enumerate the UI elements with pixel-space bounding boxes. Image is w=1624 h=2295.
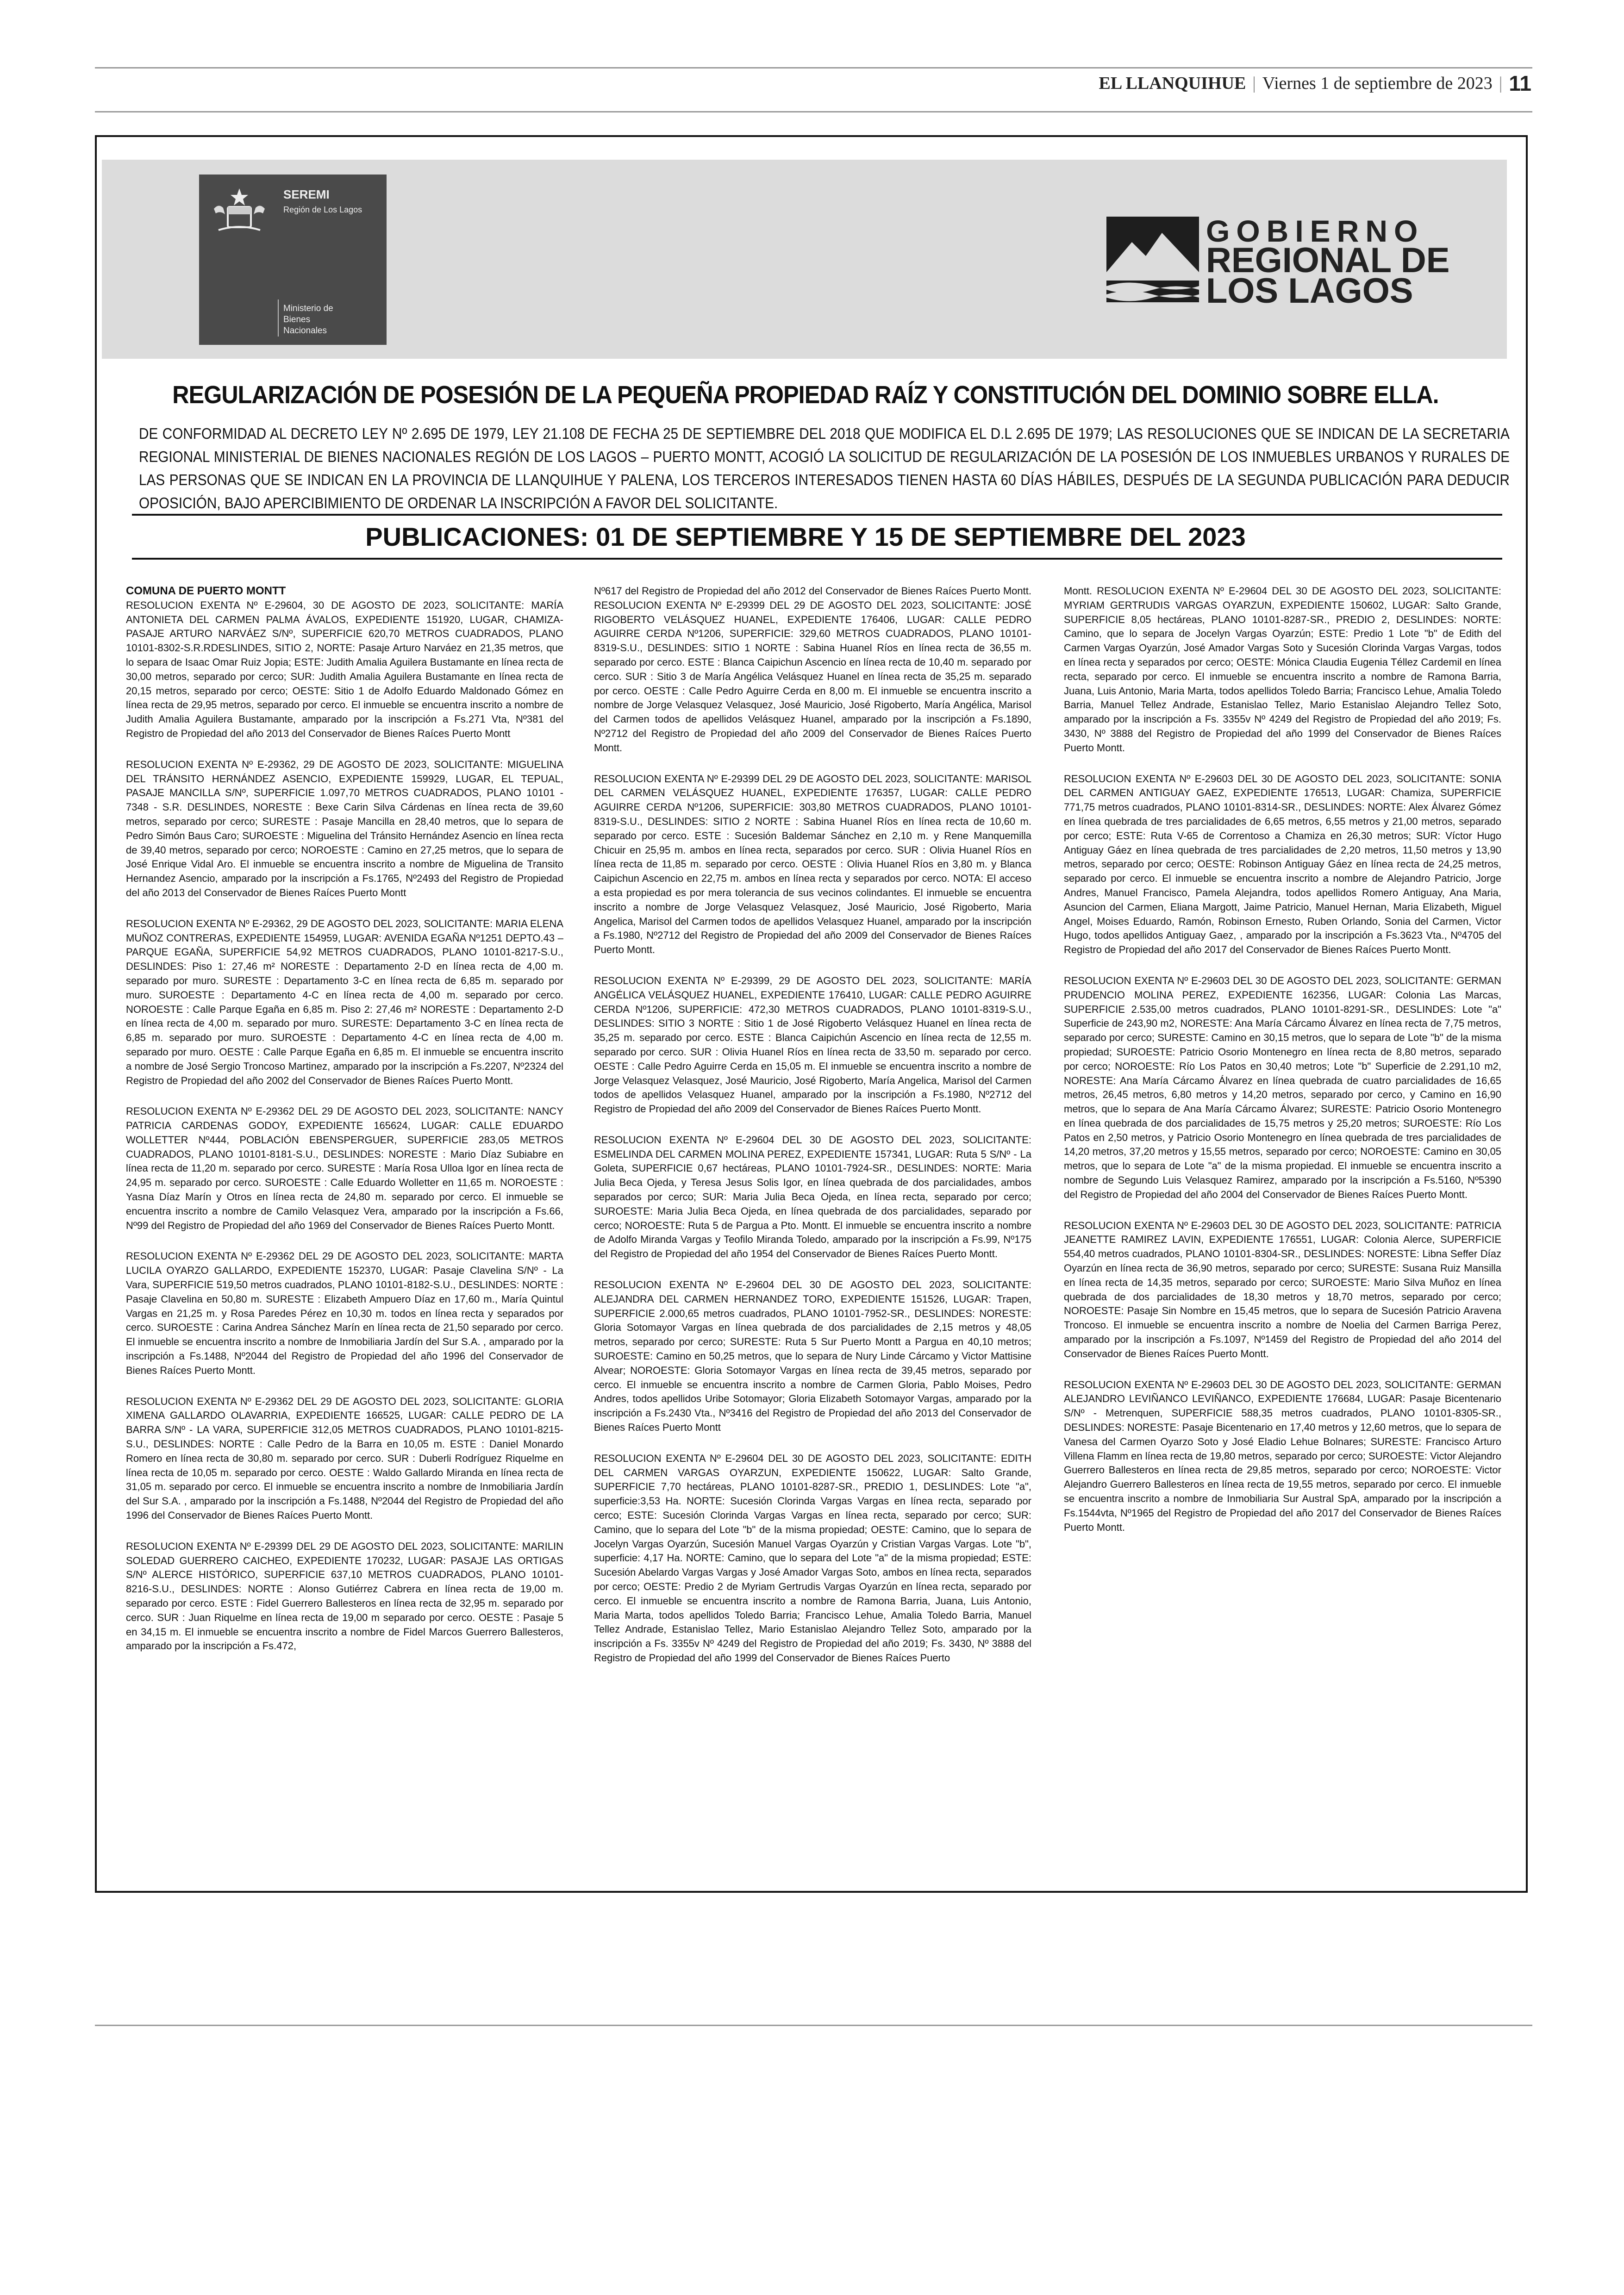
running-head <box>1099 69 1531 97</box>
resolution-entry: RESOLUCION EXENTA Nº E-29362, 29 DE AGOSTO DE 2023, SOLICITANTE: MIGUELINA DEL TRÁNSITO HERNÁNDEZ ASENCIO, EXPEDIENTE 159929, LUGAR, EL TEPUAL, PASAJE MANCILLA S/Nº, SUPERFICIE 1.097,70 METROS CUADRADOS, PLANO 10101 - 7348 - S.R. DESLINDES, NORESTE : Bexe Carin Silva Cárdenas en línea recta de 39,60 metros, separado por cerco; SURESTE : Pasaje Mancilla en 28,40 metros, que lo separa de Pedro Simón Baus Caro; SUROESTE : Miguelina del Tránsito Hernández Asencio en línea recta de 39,40 metros, separado por cerco; NOROESTE : Camino en 27,25 metros, que lo separa de José Enrique Vidal Aro. El inmueble se encuentra inscrito a nombre de Miguelina de Transito Hernandez Asencio, amparado por la inscripción a Fs.1765, Nº2493 del Registro de Propiedad del año 2013 del Conservador de Bienes Raíces Puerto Montt <box>126 758 563 898</box>
publication-name: EL LLANQUIHUE <box>1099 74 1246 93</box>
notice-title: REGULARIZACIÓN DE POSESIÓN DE LA PEQUEÑA PROPIEDAD RAÍZ Y CONSTITUCIÓN DEL DOMINIO SOBRE ELLA. <box>172 381 1439 409</box>
resolution-entry: RESOLUCION EXENTA Nº E-29603 DEL 30 DE AGOSTO DEL 2023, SOLICITANTE: GERMAN ALEJANDRO LEVIÑANCO LEVIÑANCO, EXPEDIENTE 176684, LUGAR: Pasaje Bicentenario S/Nº - Metrenquen, SUPERFICIE 588,35 metros cuadrados, PLANO 10101-8305-SR., DESLINDES: NORESTE: Pasaje Bicentenario en 17,40 metros y 12,60 metros, que lo separa de Vanesa del Carmen Oyarzo Soto y José Eladio Lehue Bolnares; SURESTE: Francisco Arturo Villena Flamm en línea recta de 19,80 metros, separado por cerco; SUROESTE: Victor Alejandro Guerrero Ballesteros en línea recta de 29,85 metros, separado por cerco; NOROESTE: Victor Alejandro Guerrero Ballesteros en línea recta de 19,55 metros, separado por cerco. El inmueble se encuentra inscrito a nombre de Inmobiliaria Sur Austral SpA, amparado por la inscripción a Fs.1544vta, Nº1965 del Registro de Propiedad del año 2017 del Conservador de Bienes Raíces Puerto Montt. <box>1064 1378 1501 1533</box>
resolution-entry: RESOLUCION EXENTA Nº E-29603 DEL 30 DE AGOSTO DEL 2023, SOLICITANTE: GERMAN PRUDENCIO MOLINA PEREZ, EXPEDIENTE 162356, LUGAR: Colonia Las Marcas, SUPERFICIE 2.535,00 metros cuadrados, PLANO 10101-8291-SR., DESLINDES: Lote "a" Superficie de 243,90 m2, NORESTE: Ana María Cárcamo Álvarez en línea recta de 7,75 metros, separado por cerco; SURESTE: Camino en 30,15 metros, que lo separa de Lote "b" de la misma propiedad; SUROESTE: Patricio Osorio Montenegro en línea recta de 8,80 metros, separado por cerco; NOROESTE: Río Los Patos en 30,40 metros; Lote "b" Superficie de 2.291,10 m2, NORESTE: Ana María Cárcamo Álvarez en línea quebrada de cuatro parcialidades de 16,65 metros, 26,45 metros, 6,80 metros y 14,20 metros, separado por cerco, y Camino en 16,90 metros, que lo separa de Ana María Cárcamo Álvarez; SURESTE: Patricio Osorio Montenegro en línea quebrada de dos parcialidades de 15,75 metros y 25,20 metros; SUROESTE: Río Los Patos en 2,50 metros, y Patricio Osorio Montenegro en línea quebrada de tres parcialidades de 14,20 metros, 37,20 metros y 15,55 metros, separado por cerco; NOROESTE: Camino en 30,05 metros, que lo separa de Lote "a" de la misma propiedad. El inmueble se encuentra inscrito a nombre de Segundo Luis Velasquez Ramirez, amparado por la inscripción a Fs.5160, Nº5390 del Registro de Propiedad del año 2004 del Conservador de Bienes Raíces Puerto Montt. <box>1064 974 1501 1200</box>
resolution-entry: RESOLUCION EXENTA Nº E-29362 DEL 29 DE AGOSTO DEL 2023, SOLICITANTE: MARTA LUCILA OYARZO GALLARDO, EXPEDIENTE 152370, LUGAR: Pasaje Clavelina S/Nº - La Vara, SUPERFICIE 519,50 metros cuadrados, PLANO 10101-8182-S.U., DESLINDES: NORTE : Pasaje Clavelina en 50,80 m. SURESTE : Elizabeth Ampuero Díaz en 17,60 m., María Quintul Vargas en 21,25 m. y Rosa Paredes Pérez en 10,30 m. todos en línea recta y separados por cerco. SUROESTE : Carina Andrea Sánchez Marín en línea recta de 21,50 separado por cerco. El inmueble se encuentra inscrito a nombre de Inmobiliaria Jardín del Sur S.A. , amparado por la inscripción a Fs.1488, Nº2044 del Registro de Propiedad del año 1996 del Conservador de Bienes Raíces Puerto Montt. <box>126 1250 563 1376</box>
gore-line: GOBIERNO <box>1206 214 1424 248</box>
legal-intro: DE CONFORMIDAD AL DECRETO LEY Nº 2.695 DE 1979, LEY 21.108 DE FECHA 25 DE SEPTIEMBRE DEL 2018 QUE MODIFICA EL D.L 2.695 DE 1979; LAS RESOLUCIONES QUE SE INDICAN DE LA SECRETARIA REGIONAL MINISTERIAL DE BIENES NACIONALES REGIÓN DE LOS LAGOS – PUERTO MONTT, ACOGIÓ LA SOLICITUD DE REGULARIZACIÓN DE LA POSESIÓN DE LOS INMUEBLES URBANOS Y RURALES DE LAS PERSONAS QUE SE INDICAN EN LA PROVINCIA DE LLANQUIHUE Y PALENA, LOS TERCEROS INTERESADOS TIENEN HASTA 60 DÍAS HÁBILES, DESPUÉS DE LA SEGUNDA PUBLICACIÓN PARA DEDUCIR OPOSICIÓN, BAJO APERCIBIMIENTO DE ORDENAR LA INSCRIPCIÓN A FAVOR DEL SOLICITANTE. <box>139 425 1510 511</box>
rule <box>132 558 1502 560</box>
divider <box>278 299 279 337</box>
ministry-line: Ministerio de <box>283 304 333 313</box>
ministry-line: Nacionales <box>283 326 327 336</box>
resolution-entry: Montt. RESOLUCION EXENTA Nº E-29604 DEL 30 DE AGOSTO DEL 2023, SOLICITANTE: MYRIAM GERTRUDIS VARGAS OYARZUN, EXPEDIENTE 150602, LUGAR: Salto Grande, SUPERFICIE 8,05 hectáreas, PLANO 10101-8287-SR., PREDIO 2, DESLINDES: NORTE: Camino, que lo separa de Jocelyn Vargas Oyarzún; ESTE: Predio 1 Lote "b" de Edith del Carmen Vargas Oyarzún, José Amador Vargas Soto y Sucesión Clorinda Vargas Vargas, todos en línea recta y separados por cerco; OESTE: Mónica Claudia Eugenia Téllez Cardemil en línea recta, separado por cerco. El inmueble se encuentra inscrito a nombre de Ramona Barria, Juana, Luis Antonio, Maria Marta, todos apellidos Toledo Barria; Francisco Lehue, Amalia Toledo Barria, Manuel Tellez Andrade, Estanislao Tellez, Mario Estanislao Alejandro Tellez Soto, amparado por la inscripción a Fs. 3355v Nº 4249 del Registro de Propiedad del año 2019; Fs. 3430, Nº 3888 del Registro de Propiedad del año 1999 del Conservador de Bienes Raíces Puerto Montt. <box>1064 585 1501 754</box>
column-1 <box>126 584 563 1670</box>
resolution-entry: RESOLUCION EXENTA Nº E-29603 DEL 30 DE AGOSTO DEL 2023, SOLICITANTE: PATRICIA JEANETTE RAMIREZ LAVIN, EXPEDIENTE 176551, LUGAR: Colonia Alerce, SUPERFICIE 554,40 metros cuadrados, PLANO 10101-8304-SR., DESLINDES: NORESTE: Libna Seffer Díaz Oyarzún en línea recta de 36,90 metros, separado por cerco; SURESTE: Susana Ruiz Mansilla en línea recta de 14,35 metros, separado por cerco; SUROESTE: Mario Silva Muñoz en línea quebrada de dos parcialidades de 18,30 metros y 18,70 metros, separado por cerco; NOROESTE: Pasaje Sin Nombre en 15,45 metros, que lo separa de Sucesión Patricio Aravena Troncoso. El inmueble se encuentra inscrito a nombre de Noelia del Carmen Barriga Perez, amparado por la inscripción a Fs.1097, Nº1459 del Registro de Propiedad del año 2014 del Conservador de Bienes Raíces Puerto Montt. <box>1064 1219 1501 1360</box>
separator: | <box>1252 74 1256 93</box>
ministry-name <box>283 303 357 337</box>
issue-date: Viernes 1 de septiembre de 2023 <box>1262 74 1493 93</box>
seremi-region: Región de Los Lagos <box>283 205 362 214</box>
resolution-entry: RESOLUCION EXENTA Nº E-29362 DEL 29 DE AGOSTO DEL 2023, SOLICITANTE: GLORIA XIMENA GALLARDO OLAVARRIA, EXPEDIENTE 166525, LUGAR: CALLE PEDRO DE LA BARRA S/Nº - LA VARA, SUPERFICIE 312,05 METROS CUADRADOS, PLANO 10101-8215-S.U., DESLINDES: NORTE : Calle Pedro de la Barra en 10,05 m. ESTE : Daniel Monardo Romero en línea recta de 30,80 m. separado por cerco. SUR : Duberli Rodríguez Riquelme en línea recta de 10,05 m. separado por cerco. OESTE : Waldo Gallardo Miranda en línea recta de 31,05 m. separado por cerco. El inmueble se encuentra inscrito a nombre de Inmobiliaria Jardín del Sur S.A. , amparado por la inscripción a Fs.1488, Nº2044 del Registro de Propiedad del año 1996 del Conservador de Bienes Raíces Puerto Montt. <box>126 1395 563 1522</box>
resolution-entry: RESOLUCION EXENTA Nº E-29604, 30 DE AGOSTO DE 2023, SOLICITANTE: MARÍA ANTONIETA DEL CARMEN PALMA ÁVALOS, EXPEDIENTE 151920, LUGAR, CHAMIZA- PASAJE ARTURO NARVÁEZ S/Nº, SUPERFICIE 620,70 METROS CUADRADOS, PLANO 10101-8302-S.R.RDESLINDES, SITIO 2, NORTE: Pasaje Arturo Narváez en 21,35 metros, que lo separa de Isaac Omar Ruiz Jopia; ESTE: Judith Amalia Aguilera Bustamante en línea recta de 30,00 metros, separado por cerco; SUR: Judith Amalia Aguilera Bustamante en línea recta de 20,15 metros, separado por cerco; OESTE: Sitio 1 de Adolfo Eduardo Maldonado Gómez en línea recta de 29,95 metros, separado por cerco. El inmueble se encuentra inscrito a nombre de Judith Amalia Aguilera Bustamante, amparado por la inscripción a Fs.271 Vta, Nº381 del Registro de Propiedad del año 2013 del Conservador de Bienes Raíces Puerto Montt <box>126 599 563 739</box>
column-3 <box>1064 584 1501 1551</box>
resolution-entry: RESOLUCION EXENTA Nº E-29399 DEL 29 DE AGOSTO DEL 2023, SOLICITANTE: MARISOL DEL CARMEN VELÁSQUEZ HUANEL, EXPEDIENTE 176357, LUGAR: CALLE PEDRO AGUIRRE CERDA Nº1206, SUPERFICIE: 303,80 METROS CUADRADOS, PLANO 10101-8319-S.U., DESLINDES: SITIO 2 NORTE : Sabina Huanel Ríos en línea recta de 10,60 m. separado por cerco. ESTE : Sucesión Baldemar Sánchez en 2,10 m. y Rene Manquemilla Chicuir en 25,95 m. ambos en línea recta, separados por cerco. SUR : Olivia Huanel Ríos en línea recta de 11,85 m. separado por cerco. OESTE : Olivia Huanel Ríos en 3,80 m. y Blanca Caipichun Ascencio en 22,75 m. ambos en línea recta y separados por cerco. NOTA: El acceso a esta propiedad es por mera tolerancia de sus vecinos colindantes. El inmueble se encuentra inscrito a nombre de Jorge Velasquez Velasquez, José Mauricio, José Rigoberto, Maria Angelica, Marisol del Carmen todos de apellidos Velasquez Huanel, amparado por la inscripción a Fs.1980, Nº2712 del Registro de Propiedad del año 2009 del Conservador de Bienes Raíces Puerto Montt. <box>594 773 1031 956</box>
resolution-entry: RESOLUCION EXENTA Nº E-29399, 29 DE AGOSTO DEL 2023, SOLICITANTE: MARÍA ANGÉLICA VELÁSQUEZ HUANEL, EXPEDIENTE 176410, LUGAR: CALLE PEDRO AGUIRRE CERDA Nº1206, SUPERFICIE: 472,30 METROS CUADRADOS, PLANO 10101-8319-S.U., DESLINDES: SITIO 3 NORTE : Sitio 1 de José Rigoberto Velásquez Huanel en línea recta de 35,25 m. separado por cerco. ESTE : Blanca Caipichún Ascencio en línea recta de 12,55 m. separado por cerco. SUR : Olivia Huanel Ríos en línea recta de 33,50 m. separado por cerco. OESTE : Calle Pedro Aguirre Cerda en 15,05 m. El inmueble se encuentra inscrito a nombre de Jorge Velasquez Velasquez, José Mauricio, José Rigoberto, María Angelica, Marisol del Carmen todos de apellidos Velasquez Huanel, amparado por la inscripción a Fs.1980, Nº2712 del Registro de Propiedad del año 2009 del Conservador de Bienes Raíces Puerto Montt. <box>594 974 1031 1115</box>
resolution-entry: RESOLUCION EXENTA Nº E-29603 DEL 30 DE AGOSTO DEL 2023, SOLICITANTE: SONIA DEL CARMEN ANTIGUAY GAEZ, EXPEDIENTE 176513, LUGAR: Chamiza, SUPERFICIE 771,75 metros cuadrados, PLANO 10101-8314-SR., DESLINDES: NORTE: Alex Álvarez Gómez en línea quebrada de tres parcialidades de 6,65 metros, 6,55 metros y 21,00 metros, separado por cerco; ESTE: Ruta V-65 de Correntoso a Chamiza en 26,30 metros; SUR: Víctor Hugo Antiguay Gáez en línea quebrada de tres parcialidades de 2,20 metros, 11,50 metros y 13,90 metros, separado por cerco; OESTE: Robinson Antiguay Gáez en línea recta de 24,25 metros, separado por cerco. El inmueble se encuentra inscrito a nombre de Alejandro Patricio, Jorge Andres, Manuel Francisco, Pamela Alejandra, todos apellidos Romero Antiguay, Ana Maria, Asuncion del Carmen, Eliana Margott, Jaime Patricio, Manuel Hernan, Maria Elizabeth, Miguel Angel, Moises Eduardo, Ramón, Robinson Ernesto, Ruben Orlando, Sonia del Carmen, Victor Hugo, todos apellidos Antiguay Gaez, , amparado por la inscripción a Fs.3623 Vta., Nº4705 del Registro de Propiedad del año 2017 del Conservador de Bienes Raíces Puerto Montt. <box>1064 773 1501 956</box>
resolution-entry: RESOLUCION EXENTA Nº E-29604 DEL 30 DE AGOSTO DEL 2023, SOLICITANTE: ESMELINDA DEL CARMEN MOLINA PEREZ, EXPEDIENTE 157341, LUGAR: Ruta 5 S/Nº - La Goleta, SUPERFICIE 0,67 hectáreas, PLANO 10101-7924-SR., DESLINDES: NORTE: Maria Julia Beca Ojeda, y Teresa Jesus Solis Igor, en línea quebrada de dos parcialidades, ambos separados por cerco; SUR: Maria Julia Beca Ojeda, en línea recta, separado por cerco; SUROESTE: Maria Julia Beca Ojeda, en línea quebrada de dos parcialidades, separado por cerco; NOROESTE: Ruta 5 de Pargua a Pto. Montt. El inmueble se encuentra inscrito a nombre de Adolfo Miranda Vargas y Teofilo Miranda Toledo, amparado por la inscripción a Fs.99, Nº175 del Registro de Propiedad del año 1954 del Conservador de Bienes Raíces Puerto Montt. <box>594 1134 1031 1260</box>
resolution-entry: RESOLUCION EXENTA Nº E-29604 DEL 30 DE AGOSTO DEL 2023, SOLICITANTE: ALEJANDRA DEL CARMEN HERNANDEZ TORO, EXPEDIENTE 151526, LUGAR: Trapen, SUPERFICIE 2.000,65 metros cuadrados, PLANO 10101-7952-SR., DESLINDES: NORESTE: Gloria Sotomayor Vargas en línea quebrada de dos parcialidades de 2,15 metros y 48,05 metros, separado por cerco; SURESTE: Ruta 5 Sur Puerto Montt a Pargua en 40,10 metros; SUROESTE: Camino en 50,25 metros, que lo separa de Nury Linde Cárcamo y Victor Mattisine Alvear; NOROESTE: Gloria Sotomayor Vargas en línea recta de 39,45 metros, separado por cerco. El inmueble se encuentra inscrito a nombre de Carmen Gloria, Pablo Moises, Pedro Andres, todos apellidos Uribe Sotomayor; Gloria Elizabeth Sotomayor Vargas, amparado por la inscripción a Fs.2430 Vta., Nº3416 del Registro de Propiedad del año 2013 del Conservador de Bienes Raíces Puerto Montt <box>594 1279 1031 1434</box>
resolution-entry: RESOLUCION EXENTA Nº E-29362 DEL 29 DE AGOSTO DEL 2023, SOLICITANTE: NANCY PATRICIA CARDENAS GODOY, EXPEDIENTE 165624, LUGAR: CALLE EDUARDO WOLLETTER Nº444, POBLACIÓN EBENSPERGUER, SUPERFICIE 283,05 METROS CUADRADOS, PLANO 10101-8181-S.U., DESLINDES: NORESTE : Mario Díaz Subiabre en línea recta de 11,20 m. separado por cerco. SURESTE : María Rosa Ulloa Igor en línea recta de 24,95 m. separado por cerco. SUROESTE : Calle Eduardo Wolletter en 11,65 m. NOROESTE : Yasna Díaz Marín y Otros en línea recta de 24,80 m. separado por cerco. El inmueble se encuentra inscrito a nombre de Camilo Velasquez Vera, amparado por la inscripción a Fs.66, Nº99 del Registro de Propiedad del año 1969 del Conservador de Bienes Raíces Puerto Montt. <box>126 1105 563 1231</box>
chile-crest-icon <box>209 185 269 236</box>
resolution-entry: RESOLUCION EXENTA Nº E-29604 DEL 30 DE AGOSTO DEL 2023, SOLICITANTE: EDITH DEL CARMEN VARGAS OYARZUN, EXPEDIENTE 150622, LUGAR: Salto Grande, SUPERFICIE 7,70 hectáreas, PLANO 10101-8287-SR., PREDIO 1, DESLINDES: Lote "a", superficie:3,53 Ha. NORTE: Sucesión Clorinda Vargas Vargas en línea recta, separado por cerco; ESTE: Sucesión Clorinda Vargas Vargas en línea recta, separado por cerco; SUR: Camino, que lo separa del Lote "b" de la misma propiedad; OESTE: Camino, que lo separa de Jocelyn Vargas Oyarzún, Sucesión Manuel Vargas Oyarzún y Cristian Vargas Vargas. Lote "b", superficie: 4,17 Ha. NORTE: Camino, que lo separa del Lote "a" de la misma propiedad; ESTE: Sucesión Abelardo Vargas Vargas y José Amador Vargas Soto, ambos en línea recta, separados por cerco; OESTE: Predio 2 de Myriam Gertrudis Vargas Oyarzún en línea recta, separado por cerco. El inmueble se encuentra inscrito a nombre de Ramona Barria, Juana, Luis Antonio, Maria Marta, todos apellidos Toledo Barria; Francisco Lehue, Amalia Toledo Barria, Manuel Tellez Andrade, Estanislao Tellez, Mario Estanislao Alejandro Tellez Soto, amparado por la inscripción a Fs. 3355v Nº 4249 del Registro de Propiedad del año 2019; Fs. 3430, Nº 3888 del Registro de Propiedad del año 1999 del Conservador de Bienes Raíces Puerto <box>594 1452 1031 1664</box>
mountain-lake-icon <box>1106 217 1199 302</box>
header-rule-top <box>95 67 1532 69</box>
seremi-logo <box>199 175 387 345</box>
gore-line: LOS LAGOS <box>1206 271 1413 311</box>
gore-line: REGIONAL DE <box>1206 241 1450 280</box>
separator: | <box>1499 74 1503 93</box>
gore-wordmark <box>1206 214 1450 311</box>
page-number: 11 <box>1509 71 1531 95</box>
seremi-title: SEREMI <box>283 187 330 201</box>
header-rule-bottom <box>95 111 1532 112</box>
commune-heading: COMUNA DE PUERTO MONTT <box>126 585 286 597</box>
rule <box>132 514 1502 516</box>
publication-dates-title: PUBLICACIONES: 01 DE SEPTIEMBRE Y 15 DE SEPTIEMBRE DEL 2023 <box>365 522 1246 551</box>
footer-rule <box>95 2025 1532 2026</box>
resolution-entry: RESOLUCION EXENTA Nº E-29362, 29 DE AGOSTO DEL 2023, SOLICITANTE: MARIA ELENA MUÑOZ CONTRERAS, EXPEDIENTE 154959, LUGAR: AVENIDA EGAÑA Nº1251 DEPTO.43 – PARQUE EGAÑA, SUPERFICIE 54,92 METROS CUADRADOS, PLANO 10101-8217-S.U., DESLINDES: Piso 1: 27,46 m² NORESTE : Departamento 2-D en línea recta de 4,00 m. separado por muro. SURESTE : Departamento 3-C en línea recta de 6,85 m. separado por muro. SUROESTE : Departamento 4-C en línea recta de 4,00 m. separado por cerco. NOROESTE : Calle Parque Egaña en 6,85 m. Piso 2: 27,46 m² NORESTE : Departamento 2-D en línea recta de 4,00 m. separado por muro. SURESTE: Departamento 3-C en línea recta de 6,85 m. separado por muro. SUROESTE : Departamento 4-C en línea recta de 4,00 m. separado por muro. OESTE : Calle Parque Egaña en 6,85 m. El inmueble se encuentra inscrito a nombre de José Sergio Troncoso Martinez, amparado por la inscripción a Fs.2207, Nº2324 del Registro de Propiedad del año 2002 del Conservador de Bienes Raíces Puerto Montt. <box>126 917 564 1086</box>
ministry-line: Bienes <box>283 315 311 324</box>
resolution-entry: RESOLUCION EXENTA Nº E-29399 DEL 29 DE AGOSTO DEL 2023, SOLICITANTE: MARILIN SOLEDAD GUERRERO CAICHEO, EXPEDIENTE 170232, LUGAR: PASAJE LAS ORTIGAS S/Nº ALERCE HISTÓRICO, SUPERFICIE 637,10 METROS CUADRADOS, PLANO 10101-8216-S.U., DESLINDES: NORTE : Alonso Gutiérrez Cabrera en línea recta de 19,00 m. separado por cerco. ESTE : Fidel Guerrero Ballesteros en línea recta de 32,95 m. separado por cerco. SUR : Juan Riquelme en línea recta de 19,00 m separado por cerco. OESTE : Pasaje 5 en 34,15 m. El inmueble se encuentra inscrito a nombre de Fidel Marcos Guerrero Ballesteros, amparado por la inscripción a Fs.472, <box>126 1540 563 1652</box>
gobierno-regional-logo <box>1106 214 1505 311</box>
resolution-entry: Nº617 del Registro de Propiedad del año 2012 del Conservador de Bienes Raíces Puerto Montt. RESOLUCION EXENTA Nº E-29399 DEL 29 DE AGOSTO DEL 2023, SOLICITANTE: JOSÉ RIGOBERTO VELÁSQUEZ HUANEL, EXPEDIENTE 176406, LUGAR: CALLE PEDRO AGUIRRE CERDA Nº1206, SUPERFICIE: 329,60 METROS CUADRADOS, PLANO 10101-8319-S.U., DESLINDES: SITIO 1 NORTE : Sabina Huanel Ríos en línea recta de 36,55 m. separado por cerco. ESTE : Blanca Caipichun Ascencio en línea recta de 10,40 m. separado por cerco. SUR : Sitio 3 de María Angélica Velásquez Huanel en línea recta de 35,25 m. separado por cerco. OESTE : Calle Pedro Aguirre Cerda en 8,00 m. El inmueble se encuentra inscrito a nombre de Jorge Velasquez Velasquez, José Mauricio, José Rigoberto, María Angélica, Marisol del Carmen todos de apellidos Velásquez Huanel, amparado por la inscripción a Fs.1890, Nº2712 del Registro de Propiedad del año 2009 del Conservador de Bienes Raíces Puerto Montt. <box>594 585 1031 754</box>
column-2 <box>594 584 1031 1682</box>
